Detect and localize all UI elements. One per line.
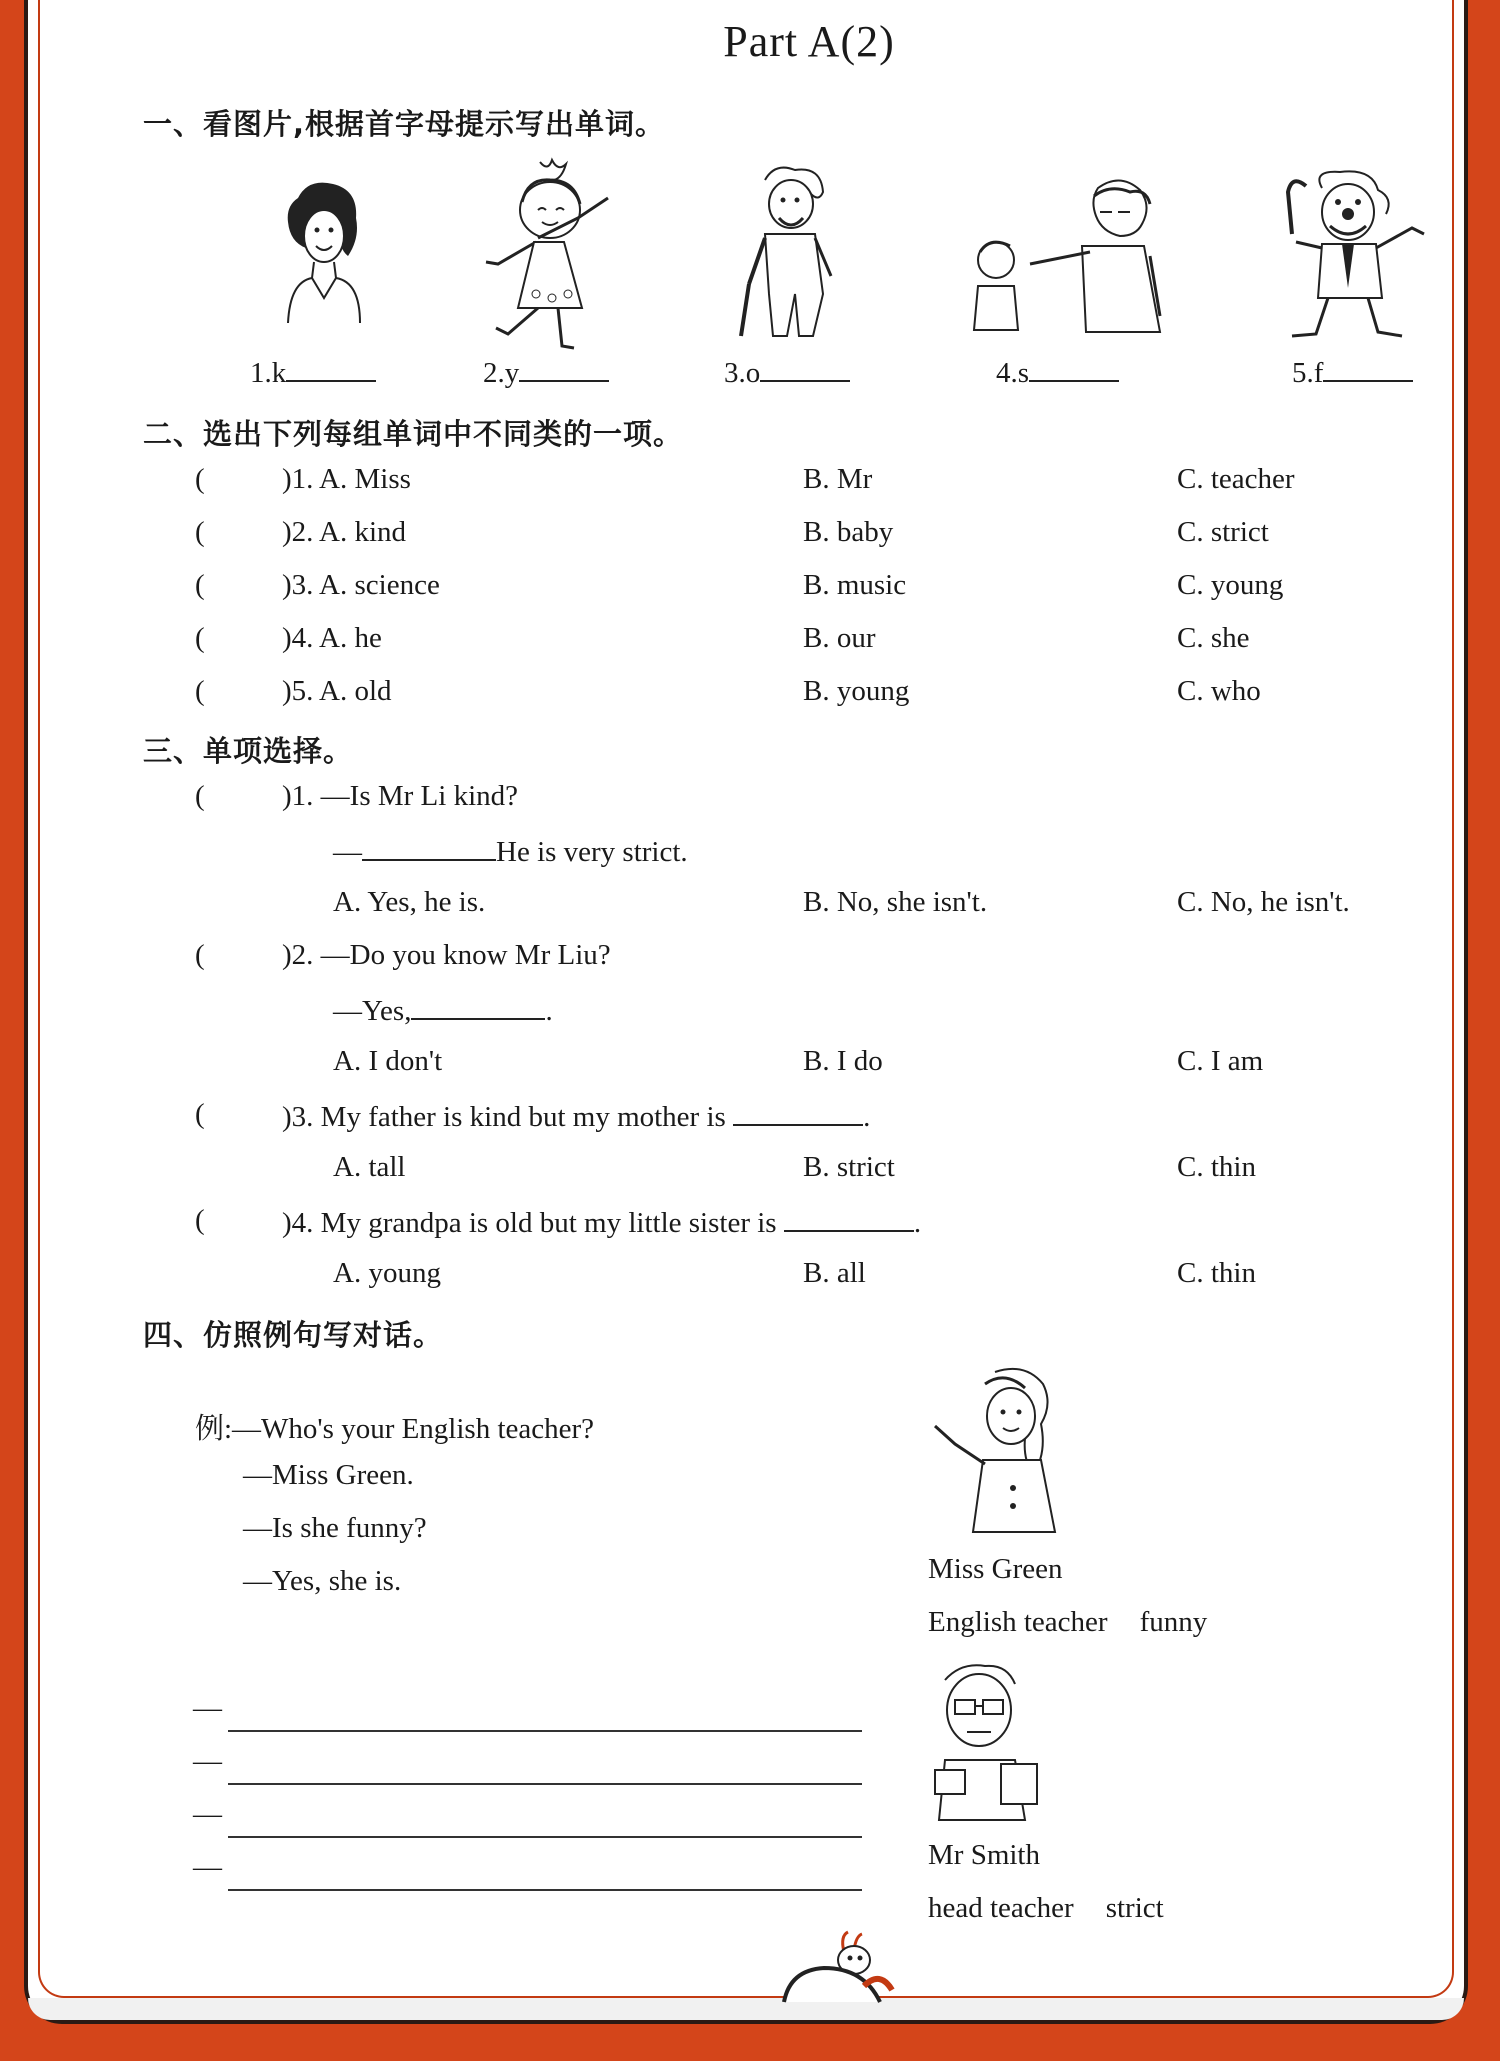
section1-item-2: 2.y (483, 354, 609, 390)
example-line: —Miss Green. (243, 1459, 414, 1491)
example-line: —Is she funny? (243, 1512, 427, 1544)
option-a: )5. A. old (282, 675, 392, 707)
writing-line[interactable] (228, 1836, 862, 1838)
page-title: Part A(2) (723, 17, 895, 66)
option-c: C. thin (1177, 1257, 1256, 1289)
option-b: B. young (803, 675, 910, 707)
section1-item-1: 1.k (250, 354, 376, 390)
mr-smith-icon (925, 1660, 1050, 1825)
example-line: 例:—Who's your English teacher? (195, 1413, 595, 1445)
question-stem: )4. My grandpa is old but my little sister is . (282, 1204, 921, 1240)
answer-blank[interactable] (784, 1204, 914, 1232)
question-stem: )1. —Is Mr Li kind? (282, 780, 518, 812)
option-b: B. No, she isn't. (803, 886, 988, 918)
option-c: C. teacher (1177, 463, 1295, 495)
answer-blank[interactable] (411, 992, 545, 1020)
option-b: B. music (803, 569, 907, 601)
option-a: A. young (333, 1257, 441, 1289)
question-dialogue: —Yes, . (333, 992, 553, 1028)
funny-clown-icon (1282, 168, 1432, 344)
line-dash: — (193, 1745, 222, 1777)
answer-blank[interactable] (362, 833, 496, 861)
section2-heading: 二、选出下列每组单词中不同类的一项。 (143, 417, 684, 451)
example-line: —Yes, she is. (243, 1565, 402, 1597)
option-b: B. I do (803, 1045, 883, 1077)
option-a: A. Yes, he is. (333, 886, 486, 918)
card-info: head teacher strict (928, 1892, 1164, 1924)
answer-paren[interactable]: ( (195, 675, 205, 707)
kind-woman-icon (268, 178, 368, 328)
answer-blank[interactable] (1029, 354, 1119, 382)
answer-paren[interactable]: ( (195, 569, 205, 601)
option-a: )4. A. he (282, 622, 382, 654)
section1-heading: 一、看图片,根据首字母提示写出单词。 (143, 107, 666, 141)
question-stem: )3. My father is kind but my mother is . (282, 1098, 870, 1134)
option-b: B. baby (803, 516, 894, 548)
miss-green-icon (925, 1364, 1075, 1534)
option-b: B. strict (803, 1151, 895, 1183)
section1-item-3: 3.o (724, 354, 850, 390)
option-c: C. young (1177, 569, 1284, 601)
section1-item-5: 5.f (1292, 354, 1413, 390)
answer-paren[interactable]: ( (195, 463, 205, 495)
option-c: C. who (1177, 675, 1261, 707)
answer-blank[interactable] (760, 354, 850, 382)
strict-teacher-icon (960, 176, 1172, 336)
answer-paren[interactable]: ( (195, 516, 205, 548)
line-dash: — (193, 1798, 222, 1830)
section3-heading: 三、单项选择。 (143, 734, 354, 768)
option-c: C. she (1177, 622, 1250, 654)
section4-heading: 四、仿照例句写对话。 (143, 1318, 444, 1352)
line-dash: — (193, 1692, 222, 1724)
option-c: C. No, he isn't. (1177, 886, 1350, 918)
answer-paren[interactable]: ( (195, 622, 205, 654)
answer-paren[interactable]: ( (195, 1098, 205, 1130)
card-info: English teacher funny (928, 1606, 1208, 1638)
young-girl-icon (478, 158, 628, 353)
section1-item-4: 4.s (996, 354, 1119, 390)
mascot-icon (780, 1930, 900, 2002)
answer-blank[interactable] (286, 354, 376, 382)
option-a: )3. A. science (282, 569, 440, 601)
question-stem: )2. —Do you know Mr Liu? (282, 939, 611, 971)
card-name: Mr Smith (928, 1839, 1040, 1871)
option-c: C. I am (1177, 1045, 1264, 1077)
option-c: C. strict (1177, 516, 1269, 548)
option-a: A. tall (333, 1151, 406, 1183)
answer-blank[interactable] (733, 1098, 863, 1126)
option-b: B. all (803, 1257, 866, 1289)
answer-paren[interactable]: ( (195, 1204, 205, 1236)
answer-blank[interactable] (519, 354, 609, 382)
old-man-icon (735, 164, 855, 342)
option-b: B. our (803, 622, 876, 654)
answer-paren[interactable]: ( (195, 780, 205, 812)
answer-blank[interactable] (1323, 354, 1413, 382)
option-c: C. thin (1177, 1151, 1256, 1183)
line-dash: — (193, 1851, 222, 1883)
option-a: A. I don't (333, 1045, 443, 1077)
writing-line[interactable] (228, 1730, 862, 1732)
question-dialogue: — He is very strict. (333, 833, 688, 869)
page-bottom-band (28, 1998, 1464, 2020)
option-b: B. Mr (803, 463, 873, 495)
card-name: Miss Green (928, 1553, 1063, 1585)
writing-line[interactable] (228, 1783, 862, 1785)
answer-paren[interactable]: ( (195, 939, 205, 971)
writing-line[interactable] (228, 1889, 862, 1891)
option-a: )1. A. Miss (282, 463, 411, 495)
option-a: )2. A. kind (282, 516, 407, 548)
